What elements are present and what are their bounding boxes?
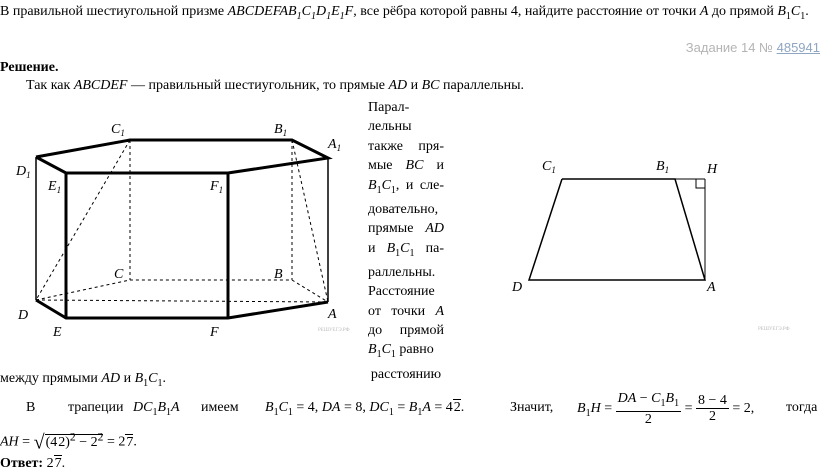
solution-heading: Решение. bbox=[0, 60, 59, 75]
trapezoid-computation: В трапеции $DC_1B_1A$ имеем $B_1C_1 = 4$, DA = 8, $DC_1 = B_1A = 42$. Значит, $B_1H$ = $\frac{DA - C_1B_1}{2}$ = $\frac{8 - 4}{2}$ = 2, тогда bbox=[26, 391, 818, 427]
answer-line: Ответ: 27. bbox=[0, 456, 66, 471]
label-E1: $E_1$ bbox=[48, 179, 62, 195]
label-A: A bbox=[328, 307, 337, 322]
trapezoid-outline bbox=[529, 179, 705, 280]
trap-label-D: D bbox=[512, 280, 523, 295]
label-E: E bbox=[53, 325, 62, 340]
problem-statement: В правильной шестиугольной призме $ABCDEFAB_1C_1D_1E_1F$, все рёбра которой равны 4, найдите расстояние от точки A до прямой $B_1C_1$. bbox=[0, 4, 809, 22]
label-A1: $A_1$ bbox=[328, 137, 342, 153]
trapezoid-figure bbox=[500, 150, 820, 335]
trap-label-A: A bbox=[707, 280, 716, 295]
prism-bottom-edges bbox=[36, 300, 328, 318]
watermark-1: РЕШУЕГЭ.РФ bbox=[318, 328, 350, 333]
solution-line-1: Так как ABCDEF — правильный шестиугольник, то прямые AD и BC параллельны. bbox=[26, 78, 524, 93]
label-F1: $F_1$ bbox=[210, 179, 224, 195]
prism-figure bbox=[0, 100, 360, 350]
narrow-text-column: Парал- лельны также пря- мые BC и $B_1C_1$, и сле- довательно, прямые AD и $B_1C_1$ па- раллельны. Расстояние от точки A до прямой $B_1C_1$ равно расстоянию bbox=[368, 100, 444, 382]
label-C1: $C_1$ bbox=[111, 122, 125, 138]
task-number-link[interactable]: 485941 bbox=[776, 40, 820, 55]
trap-label-C1: $C_1$ bbox=[542, 159, 556, 175]
prism-top-face bbox=[36, 140, 328, 173]
task-reference: Задание 14 № 485941 bbox=[685, 40, 820, 55]
label-B1: $B_1$ bbox=[274, 122, 288, 138]
trap-label-H: H bbox=[707, 162, 718, 177]
watermark-2: РЕШУЕГЭ.РФ bbox=[758, 327, 790, 332]
label-C: C bbox=[114, 267, 124, 282]
solution-line-between: между прямыми AD и $B_1C_1$. bbox=[0, 371, 166, 389]
label-F: F bbox=[210, 325, 219, 340]
trap-label-B1: $B_1$ bbox=[656, 159, 670, 175]
label-D1: $D_1$ bbox=[16, 164, 31, 180]
label-D: D bbox=[18, 308, 29, 323]
label-B: B bbox=[274, 267, 283, 282]
ah-computation: AH = $√(42)^2 - 2^2 = 27$. bbox=[0, 430, 137, 454]
